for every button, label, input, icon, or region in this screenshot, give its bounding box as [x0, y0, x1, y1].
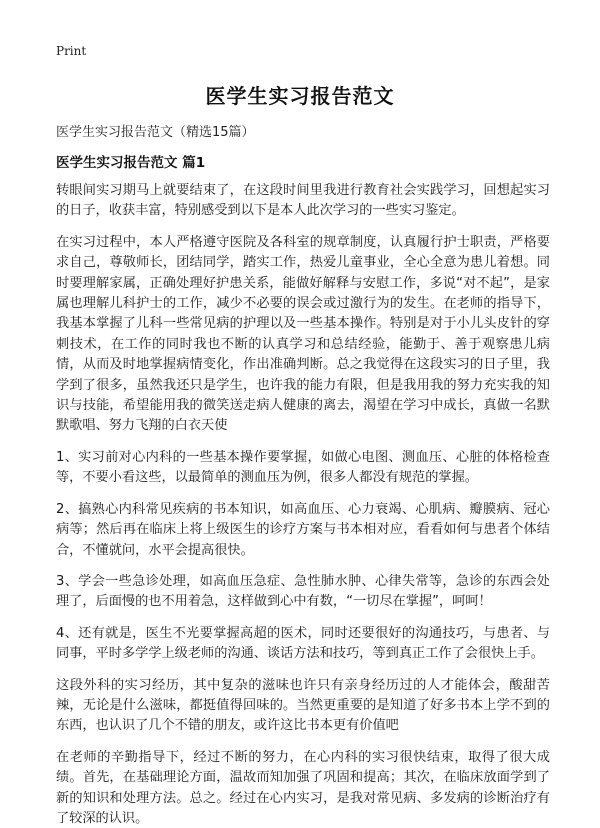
body-paragraph: 2、搞熟心内科常见疾病的书本知识，如高血压、心力衰竭、心肌病、瓣膜病、冠心病等；然后再在临床上将上级医生的诊疗方案与书本相对应，看看如何与患者个体结合，不懂就问，水平会提高很快。 — [56, 501, 550, 558]
body-paragraph: 在实习过程中，本人严格遵守医院及各科室的规章制度，认真履行护士职责，严格要求自己，尊敬师长，团结同学，踏实工作，热爱儿童事业，全心全意为患儿着想。同时要理解家属，正确处理好护患关系，能做好解释与安慰工作，多说“对不起”，是家属也理解儿科护士的工作，减少不必要的误会或过激行为的发生。在老师的指导下，我基本掌握了儿科一些常见病的护理以及一些基本操作。特别是对于小儿头皮针的穿刺技术，在工作的同时我也不断的认真学习和总结经验，能勤于、善于观察患儿病情，从而及时地掌握病情变化，作出准确判断。总之我觉得在这段实习的日子里，我学到了很多，虽然我还只是学生，也许我的能力有限，但是我用我的努力充实我的知识与技能，希望能用我的微笑送走病人健康的离去，渴望在学习中成长，真做一名默默歌唱、努力飞翔的白衣天使 — [56, 234, 550, 434]
print-link[interactable]: Print — [56, 44, 87, 58]
body-paragraph: 这段外科的实习经历，其中复杂的滋味也许只有亲身经历过的人才能体会，酸甜苦辣，无论是什么滋味，都挺值得回味的。当然更重要的是知道了好多书本上学不到的东西，也认识了几个不错的朋友，或许这比书本更有价值吧 — [56, 677, 550, 734]
document-title: 医学生实习报告范文 — [205, 84, 395, 108]
body-paragraph: 4、还有就是，医生不光要掌握高超的医术，同时还要很好的沟通技巧，与患者、与同事，平时多学学上级老师的沟通、谈话方法和技巧，等到真正工作了会很快上手。 — [56, 625, 550, 662]
body-paragraph: 1、实习前对心内科的一些基本操作要掌握，如做心电图、测血压、心脏的体格检查等，不要小看这些，以最简单的测血压为例，很多人都没有规范的掌握。 — [56, 449, 550, 486]
body-paragraph: 转眼间实习期马上就要结束了，在这段时间里我进行教育社会实践学习，回想起实习的日子，收获丰富，特别感受到以下是本人此次学习的一些实习鉴定。 — [56, 183, 550, 219]
body-paragraph: 在老师的辛勤指导下，经过不断的努力，在心内科的实习很快结束，取得了很大成绩。首先，在基础理论方面，温故而知加强了巩固和提高；其次，在临床放面学到了新的知识和处理方法。总之。经过在心内实习，是我对常见病、多发病的诊断治疗有了较深的认识。 — [56, 749, 550, 826]
document-subtitle: 医学生实习报告范文（精选15篇） — [56, 125, 255, 140]
section-heading: 医学生实习报告范文 篇1 — [56, 155, 206, 171]
body-paragraph: 3、学会一些急诊处理，如高血压急症、急性肺水肿、心律失常等，急诊的东西会处理了，后面慢的也不用着急，这样做到心中有数，“一切尽在掌握”，呵呵！ — [56, 573, 550, 610]
document-body — [56, 181, 550, 828]
